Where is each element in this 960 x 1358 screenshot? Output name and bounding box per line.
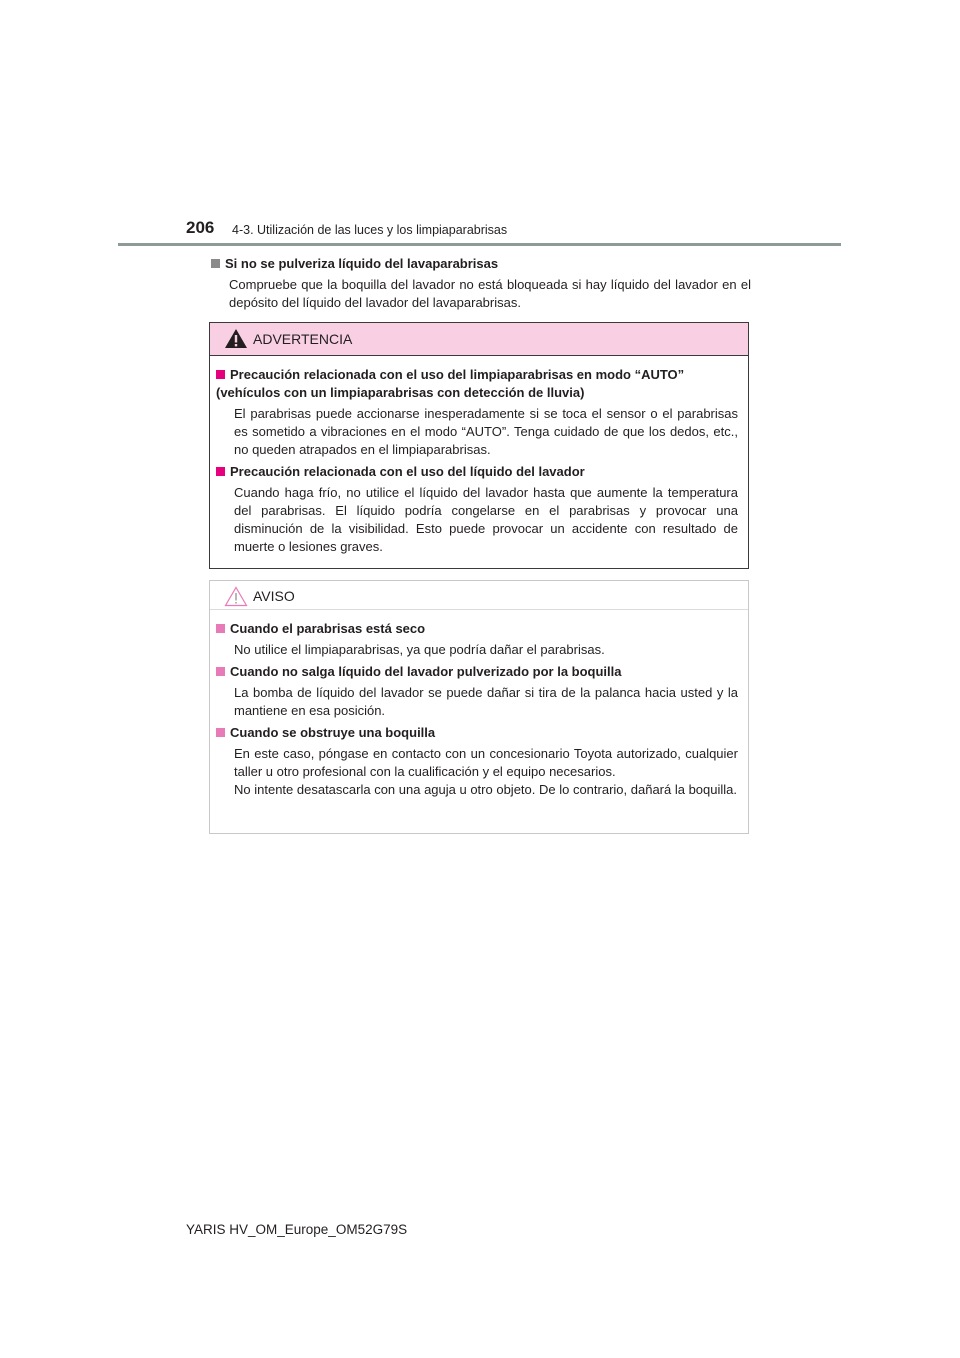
warning-item xyxy=(216,463,738,556)
notice-item-title: Cuando el parabrisas está seco xyxy=(216,620,738,638)
warning-item-title: Precaución relacionada con el uso del limpiaparabrisas en modo “AUTO” (vehículos con un limpiaparabrisas con detección de lluvia) xyxy=(216,367,685,400)
warning-item xyxy=(216,366,738,459)
warning-item-title: Precaución relacionada con el uso del líquido del lavador xyxy=(216,463,738,481)
notice-item xyxy=(216,663,738,720)
page-number: 206 xyxy=(186,218,215,237)
notice-item-body: La bomba de líquido del lavador se puede dañar si tira de la palanca hacia usted y la mantiene en esa posición. xyxy=(234,685,738,718)
notice-item-title: Cuando no salga líquido del lavador pulverizado por la boquilla xyxy=(216,663,738,681)
notice-item-title: Cuando se obstruye una boquilla xyxy=(216,724,738,742)
caution-triangle-outline-icon xyxy=(224,586,248,607)
document-code: YARIS HV_OM_Europe_OM52G79S xyxy=(186,1222,408,1237)
intro-item-title: Si no se pulveriza líquido del lavaparabrisas xyxy=(211,255,751,273)
intro-item-body: Compruebe que la boquilla del lavador no está bloqueada si hay líquido del lavador en el depósito del líquido del lavador del lavaparabrisas. xyxy=(229,277,751,310)
header-rule xyxy=(118,243,841,246)
bullet-square-icon xyxy=(216,667,225,676)
notice-item xyxy=(216,724,738,799)
section-title: 4-3. Utilización de las luces y los limpiaparabrisas xyxy=(232,223,508,237)
bullet-square-icon xyxy=(216,728,225,737)
warning-label: ADVERTENCIA xyxy=(253,331,353,347)
bullet-square-icon xyxy=(211,259,220,268)
notice-item xyxy=(216,620,738,659)
warning-content xyxy=(210,356,748,556)
warning-triangle-icon xyxy=(224,328,248,349)
bullet-square-icon xyxy=(216,624,225,633)
notice-header xyxy=(210,581,748,610)
bullet-square-icon xyxy=(216,467,225,476)
warning-item-body: El parabrisas puede accionarse inesperadamente si se toca el sensor o el parabrisas es sometido a vibraciones en el modo “AUTO”. Tenga cuidado de que los dedos, etc., no queden atrapados en el limpiaparabrisas. xyxy=(234,406,738,457)
notice-content xyxy=(210,610,748,799)
notice-item-body: En este caso, póngase en contacto con un concesionario Toyota autorizado, cualquier taller u otro profesional con la cualificación y el equipo necesarios. No intente desatascarla con una aguja u otro objeto. De lo contrario, dañará la boquilla. xyxy=(234,746,738,797)
notice-item-body: No utilice el limpiaparabrisas, ya que podría dañar el parabrisas. xyxy=(234,642,605,657)
notice-box xyxy=(209,580,749,834)
bullet-square-icon xyxy=(216,370,225,379)
warning-item-body: Cuando haga frío, no utilice el líquido del lavador hasta que aumente la temperatura del parabrisas. El líquido podría congelarse en el parabrisas y provocar una disminución de la visibilidad. Esto puede provocar un accidente con resultado de muerte o lesiones graves. xyxy=(234,485,738,554)
notice-label: AVISO xyxy=(253,588,295,604)
intro-item xyxy=(211,255,751,312)
warning-header xyxy=(210,323,748,356)
warning-box xyxy=(209,322,749,569)
